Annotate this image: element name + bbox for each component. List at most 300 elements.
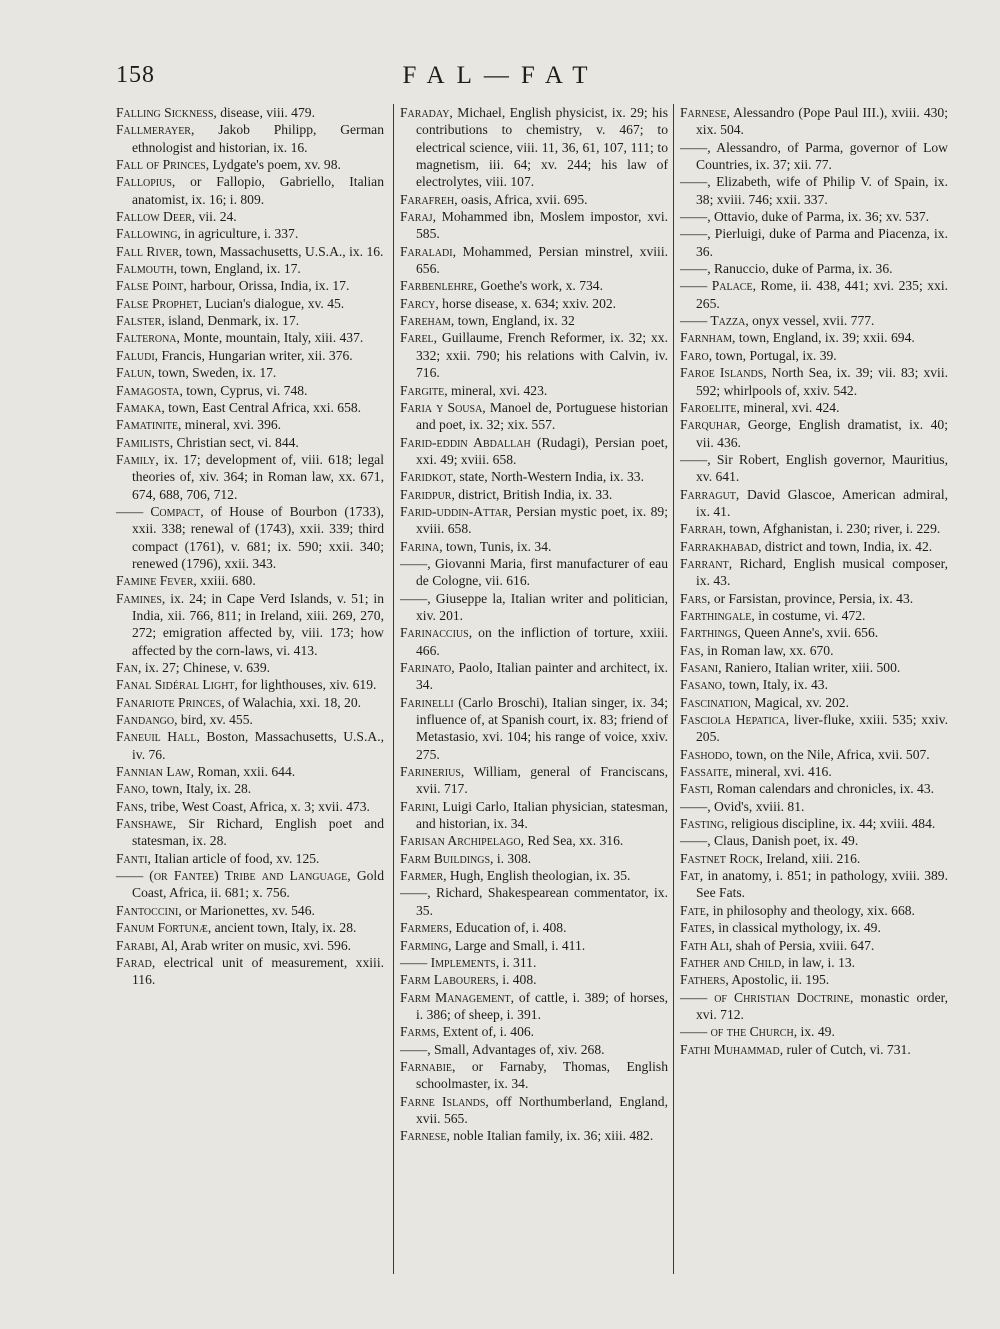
entry-text: , in agriculture, i. 337. [177, 226, 299, 242]
entry-heading: Faridpur [400, 486, 452, 502]
entry-heading: Fas [680, 642, 701, 658]
entry-heading: Fargite [400, 382, 445, 398]
entry-heading: Farne Islands [400, 1093, 486, 1109]
index-entry [116, 694, 384, 711]
entry-heading: —— of the Church [680, 1024, 794, 1040]
index-entry [400, 763, 668, 798]
entry-text: , town, Italy, ix. 43. [722, 677, 828, 693]
index-entry [116, 121, 384, 156]
index-entry [400, 1093, 668, 1128]
entry-heading: Fate [680, 902, 706, 918]
entry-heading: —— [400, 590, 428, 606]
entry-text: , Raniero, Italian writer, xiii. 500. [718, 660, 901, 675]
entry-text: , town, Tunis, ix. 34. [439, 538, 552, 554]
entry-heading: Fallow Deer [116, 209, 192, 225]
index-entry [680, 642, 948, 659]
entry-heading: Farid-uddin-Attar [400, 503, 509, 519]
entry-text: , town, Afghanistan, i. 230; river, i. 229. [722, 521, 941, 537]
entry-text: , in philosophy and theology, xix. 668. [705, 902, 915, 918]
entry-text: , Pierluigi, duke of Parma and Piacenza, ix. 36. [696, 226, 948, 259]
entry-heading: Famatinite [116, 417, 178, 433]
entry-heading: Fastnet Rock [680, 850, 760, 866]
entry-text: , mineral, xvi. 424. [736, 399, 840, 415]
entry-heading: —— Tazza [680, 313, 746, 329]
entry-text: , district and town, India, ix. 42. [758, 538, 933, 554]
index-entry [400, 191, 668, 208]
entry-text: , town, England, ix. 32 [450, 313, 575, 329]
index-entry [400, 277, 668, 294]
index-entry [116, 104, 384, 121]
entry-heading: Farragut [680, 486, 736, 502]
index-entry [116, 572, 384, 589]
entry-heading: Farnese [680, 105, 727, 120]
entry-heading: —— [680, 798, 708, 814]
entry-heading: Farnham [680, 330, 733, 346]
entry-text: , Gold Coast, Africa, ii. 681; x. 756. [132, 868, 384, 901]
entry-heading: —— [680, 174, 708, 190]
entry-heading: Fanshawe [116, 816, 173, 832]
index-entry [680, 590, 948, 607]
entry-text: , religious discipline, ix. 44; xviii. 484. [724, 816, 936, 832]
index-entry [400, 434, 668, 469]
index-entry [400, 538, 668, 555]
index-entry [116, 277, 384, 294]
entry-text: , harbour, Orissa, India, ix. 17. [183, 278, 350, 294]
entry-text: , Sir Robert, English governor, Mauritius, xv. 641. [696, 451, 948, 485]
entry-heading: Fars [680, 590, 708, 606]
entry-heading: Fareham [400, 313, 451, 329]
entry-heading: Falster [116, 313, 162, 329]
index-entry [116, 676, 384, 693]
entry-text: , Alessandro (Pope Paul III.), xviii. 430; xix. 504. [696, 105, 948, 138]
index-entry [116, 225, 384, 242]
entry-heading: Farini [400, 798, 436, 814]
entry-text: , i. 408. [495, 972, 537, 988]
entry-heading: Farrah [680, 521, 723, 537]
index-column-1 [116, 104, 384, 989]
index-entry [400, 295, 668, 312]
entry-text: , town, England, ix. 17. [173, 261, 301, 277]
entry-heading: Fathers [680, 972, 726, 988]
entry-text: , Roman calendars and chronicles, ix. 43. [709, 781, 935, 797]
entry-heading: Faria y Sousa [400, 399, 483, 415]
entry-text: , vii. 24. [191, 209, 237, 225]
entry-text: , Ireland, xiii. 216. [759, 850, 861, 866]
entry-heading: Farthings [680, 625, 738, 641]
entry-text: , Guillaume, French Reformer, ix. 32; xx. 332; xxii. 790; his relations with Calvin, iv. 716. [416, 330, 668, 381]
entry-text: , Richard, English musical composer, ix. 43. [696, 555, 948, 589]
index-entry [680, 954, 948, 971]
entry-heading: Famagosta [116, 382, 180, 398]
index-entry [116, 867, 384, 902]
entry-heading: Farquhar [680, 417, 738, 433]
index-entry [400, 1058, 668, 1093]
index-entry [680, 815, 948, 832]
entry-text: , town, Sweden, ix. 17. [151, 365, 277, 381]
entry-heading: Fallopius [116, 174, 172, 190]
entry-heading: Farina [400, 538, 440, 554]
entry-text: , in anatomy, i. 851; in pathology, xviii. 389. See Fats. [696, 868, 948, 901]
entry-heading: Fascination [680, 694, 748, 710]
entry-text: , Italian article of food, xv. 125. [147, 850, 320, 866]
entry-text: , of Walachia, xxi. 18, 20. [221, 694, 362, 710]
entry-text: , Giovanni Maria, first manufacturer of eau de Cologne, vii. 616. [416, 555, 668, 589]
entry-text: , Sir Richard, English poet and statesman, ix. 28. [132, 816, 384, 849]
entry-heading: Fasti [680, 781, 710, 797]
entry-text: , Large and Small, i. 411. [448, 937, 586, 953]
entry-text: , in classical mythology, ix. 49. [711, 920, 881, 936]
index-entry [116, 156, 384, 173]
entry-text: , Monte, mountain, Italy, xiii. 437. [176, 330, 364, 346]
entry-text: , town, Italy, ix. 28. [145, 781, 252, 797]
index-entry [116, 919, 384, 936]
entry-heading: —— Implements [400, 954, 496, 970]
entry-text: , in Roman law, xx. 670. [700, 642, 834, 658]
entry-heading: Farel [400, 330, 434, 346]
entry-text: , ix. 17; development of, viii. 618; legal theories of, xiv. 364; in Roman law, xx. 671, 674, 688, 706, 712. [132, 451, 384, 502]
index-entry [116, 815, 384, 850]
entry-text: , of House of Bourbon (1733), xxii. 338; renewal of (1743), xxii. 339; third compact (1761), v. 681; ix. 590; xxii. 340; renewed (1796), xxii. 343. [132, 503, 384, 571]
entry-heading: Farbenlehre [400, 278, 474, 294]
entry-heading: Familists [116, 434, 170, 450]
index-entry [116, 850, 384, 867]
index-entry [116, 451, 384, 503]
entry-heading: Farm Buildings [400, 850, 491, 866]
index-entry [116, 312, 384, 329]
index-entry [400, 1127, 668, 1144]
entry-heading: Fasani [680, 660, 719, 675]
index-entry [680, 312, 948, 329]
entry-heading: —— [680, 833, 708, 849]
index-entry [680, 971, 948, 988]
entry-heading: Famaka [116, 399, 162, 415]
index-entry [116, 954, 384, 989]
entry-heading: Family [116, 451, 156, 467]
entry-heading: Faraj [400, 209, 433, 225]
index-entry [116, 434, 384, 451]
index-entry [680, 937, 948, 954]
entry-text: , George, English dramatist, ix. 40; vii. 436. [696, 417, 948, 450]
entry-heading: Fathi Muhammad [680, 1041, 780, 1057]
entry-text: , disease, viii. 479. [213, 105, 315, 120]
index-entry [400, 399, 668, 434]
entry-text: , or Farnaby, Thomas, English schoolmaster, ix. 34. [416, 1058, 668, 1092]
entry-text: , electrical unit of measurement, xxiii. 116. [132, 954, 384, 988]
entry-text: , Al, Arab writer on music, xvi. 596. [154, 937, 352, 953]
entry-text: , or Fallopio, Gabriello, Italian anatomist, ix. 16; i. 809. [132, 174, 384, 207]
entry-heading: Faridkot [400, 469, 453, 485]
entry-text: , Christian sect, vi. 844. [169, 434, 299, 450]
index-entry [116, 798, 384, 815]
index-entry [116, 399, 384, 416]
index-entry [116, 347, 384, 364]
index-entry [680, 347, 948, 364]
entry-heading: Fan [116, 660, 139, 675]
entry-text: , i. 308. [490, 850, 532, 866]
index-entry [400, 243, 668, 278]
index-entry [680, 364, 948, 399]
index-entry [400, 486, 668, 503]
index-entry [680, 486, 948, 521]
index-entry [116, 243, 384, 260]
index-entry [400, 382, 668, 399]
index-entry [400, 694, 668, 763]
entry-text: , Manoel de, Portuguese historian and poet, ix. 32; xix. 557. [416, 399, 668, 433]
entry-text: , horse disease, x. 634; xxiv. 202. [435, 295, 617, 311]
entry-text: , mineral, xvi. 396. [178, 417, 282, 433]
entry-heading: Fano [116, 781, 146, 797]
entry-heading: Farmers [400, 920, 449, 936]
index-entry [400, 555, 668, 590]
index-column-2 [400, 104, 668, 1145]
entry-heading: —— [680, 261, 708, 277]
entry-text: , oasis, Africa, xvii. 695. [454, 191, 588, 207]
index-entry [680, 659, 948, 676]
entry-heading: Farinerius [400, 764, 461, 780]
entry-text: , in costume, vi. 472. [751, 607, 866, 623]
index-entry [400, 850, 668, 867]
entry-text: , or Farsistan, province, Persia, ix. 43. [707, 590, 914, 606]
entry-heading: Farinaccius [400, 625, 469, 641]
entry-text: , Jakob Philipp, German ethnologist and historian, ix. 16. [132, 122, 384, 155]
index-entry [116, 590, 384, 659]
entry-heading: Father and Child [680, 954, 782, 970]
entry-text: , Michael, English physicist, ix. 29; his contributions to chemistry, v. 467; to electrical science, viii. 11, 36, 61, 107, 111; to magnetism, iii. 64; xv. 244; his law of electrolytes, viii. 107. [416, 105, 668, 190]
entry-text: , town, England, ix. 39; xxii. 694. [732, 330, 915, 346]
index-entry [116, 364, 384, 381]
entry-text: , Education of, i. 408. [448, 920, 567, 936]
entry-text: , xxiii. 680. [193, 573, 256, 589]
entry-text: , state, North-Western India, ix. 33. [452, 469, 644, 485]
entry-heading: Falling Sickness [116, 105, 214, 120]
index-entry [116, 902, 384, 919]
index-entry [680, 989, 948, 1024]
entry-heading: Faroe Islands [680, 365, 764, 381]
entry-heading: False Point [116, 278, 184, 294]
entry-heading: Faro [680, 347, 709, 363]
entry-text: , ancient town, Italy, ix. 28. [207, 920, 357, 936]
entry-text: , of cattle, i. 389; of horses, i. 386; of sheep, i. 391. [416, 989, 669, 1022]
entry-heading: Fallmerayer [116, 122, 191, 138]
index-entry [680, 867, 948, 902]
index-entry [680, 919, 948, 936]
entry-text: , Queen Anne's, xvii. 656. [737, 625, 879, 641]
entry-heading: Fasting [680, 816, 725, 832]
entry-text: , Elizabeth, wife of Philip V. of Spain, ix. 38; xviii. 746; xxii. 337. [696, 174, 948, 207]
entry-heading: Farmer [400, 868, 444, 884]
entry-heading: Farisan Archipelago [400, 833, 521, 849]
entry-text: , Francis, Hungarian writer, xii. 376. [154, 347, 353, 363]
entry-heading: —— [680, 226, 708, 242]
entry-heading: Faroelite [680, 399, 737, 415]
index-entry [680, 624, 948, 641]
entry-heading: Farnabie [400, 1058, 453, 1074]
entry-heading: Fanal Sidéral Light [116, 677, 235, 693]
entry-heading: —— Palace [680, 278, 753, 294]
entry-text: , ix. 27; Chinese, v. 639. [138, 660, 271, 675]
entry-heading: —— of Christian Doctrine [680, 989, 850, 1005]
entry-heading: Fanti [116, 850, 148, 866]
entry-heading: Fat [680, 868, 700, 884]
entry-text: , or Marionettes, xv. 546. [178, 902, 315, 918]
index-entry [116, 503, 384, 572]
index-entry [680, 902, 948, 919]
entry-text: , Extent of, i. 406. [435, 1024, 535, 1040]
entry-text: , town, Portugal, ix. 39. [708, 347, 837, 363]
index-entry [680, 711, 948, 746]
index-entry [400, 971, 668, 988]
index-entry [116, 659, 384, 676]
entry-heading: Fanariote Princes [116, 694, 222, 710]
entry-text: , town, East Central Africa, xxi. 658. [161, 399, 362, 415]
entry-heading: —— Compact [116, 503, 201, 519]
entry-text: , ix. 49. [793, 1024, 835, 1040]
index-entry [116, 173, 384, 208]
index-entry [680, 607, 948, 624]
entry-heading: —— [680, 451, 708, 467]
entry-text: , Roman, xxii. 644. [190, 764, 296, 780]
entry-heading: Fates [680, 920, 712, 936]
index-entry [400, 312, 668, 329]
entry-text: , Red Sea, xx. 316. [520, 833, 624, 849]
entry-heading: Farad [116, 954, 152, 970]
entry-text: , William, general of Franciscans, xvii. 717. [416, 764, 668, 797]
entry-text: , off Northumberland, England, xvii. 565. [416, 1093, 668, 1126]
index-entry [400, 468, 668, 485]
index-entry [680, 104, 948, 139]
entry-heading: Fall River [116, 243, 179, 259]
entry-heading: Fasciola Hepatica [680, 712, 786, 728]
entry-text: , Apostolic, ii. 195. [725, 972, 830, 988]
entry-text: (Rudagi), Persian poet, xxi. 49; xviii. 658. [416, 434, 668, 467]
entry-heading: —— [680, 209, 708, 225]
index-entry [680, 225, 948, 260]
entry-heading: Farrakhabad [680, 538, 759, 554]
entry-heading: Fanum Fortunæ [116, 920, 208, 936]
entry-text: , district, British India, ix. 33. [451, 486, 613, 502]
entry-text: , Lucian's dialogue, xv. 45. [198, 295, 345, 311]
index-entry [400, 954, 668, 971]
entry-text: , ruler of Cutch, vi. 731. [779, 1041, 911, 1057]
entry-heading: Famines [116, 590, 162, 606]
entry-text: , onyx vessel, xvii. 777. [745, 313, 875, 329]
entry-text: , David Glascoe, American admiral, ix. 41. [696, 486, 948, 519]
entry-text: , Lydgate's poem, xv. 98. [205, 157, 341, 173]
entry-text: , Ranuccio, duke of Parma, ix. 36. [707, 261, 893, 277]
index-entry [680, 399, 948, 416]
index-entry [116, 295, 384, 312]
index-entry [680, 676, 948, 693]
index-entry [400, 798, 668, 833]
entry-heading: Falterona [116, 330, 177, 346]
index-entry [400, 208, 668, 243]
index-entry [680, 780, 948, 797]
entry-heading: Famine Fever [116, 573, 194, 589]
entry-text: , in law, i. 13. [781, 954, 856, 970]
index-entry [116, 382, 384, 399]
entry-heading: Fasano [680, 677, 723, 693]
index-entry [116, 329, 384, 346]
index-entry [400, 919, 668, 936]
entry-heading: False Prophet [116, 295, 199, 311]
entry-heading: Falun [116, 365, 152, 381]
entry-text: , Claus, Danish poet, ix. 49. [707, 833, 859, 849]
entry-heading: Farcy [400, 295, 436, 311]
index-entry [116, 208, 384, 225]
entry-heading: Farm Management [400, 989, 511, 1005]
index-entry [680, 277, 948, 312]
entry-text: , tribe, West Coast, Africa, x. 3; xvii. 473. [143, 798, 370, 814]
entry-text: , noble Italian family, ix. 36; xiii. 482. [446, 1128, 654, 1144]
entry-heading: Farm Labourers [400, 972, 496, 988]
index-entry [400, 1041, 668, 1058]
entry-text: , Giuseppe la, Italian writer and politician, xiv. 201. [416, 590, 668, 623]
index-entry [116, 260, 384, 277]
entry-text: , shah of Persia, xviii. 647. [728, 937, 875, 953]
index-entry [680, 798, 948, 815]
entry-heading: Fantoccini [116, 902, 179, 918]
index-entry [680, 451, 948, 486]
entry-heading: —— (or Fantee) Tribe and Language [116, 868, 348, 884]
index-entry [680, 694, 948, 711]
entry-text: , Mohammed, Persian minstrel, xviii. 656. [416, 243, 668, 277]
index-entry [680, 260, 948, 277]
entry-heading: Fashodo [680, 746, 730, 762]
entry-text: , Boston, Massachusetts, U.S.A., iv. 76. [132, 729, 384, 762]
entry-heading: Farid-eddin Abdallah [400, 434, 531, 450]
entry-heading: Farinato [400, 660, 452, 675]
index-entry [680, 763, 948, 780]
entry-text: , island, Denmark, ix. 17. [161, 313, 300, 329]
index-entry [400, 937, 668, 954]
index-entry [116, 416, 384, 433]
entry-text: , monastic order, xvi. 712. [696, 989, 949, 1022]
entry-text: , Small, Advantages of, xiv. 268. [427, 1041, 605, 1057]
entry-heading: Faneuil Hall [116, 729, 197, 745]
entry-heading: Farrant [680, 555, 729, 571]
entry-heading: Fassaite [680, 764, 729, 780]
index-entry [680, 555, 948, 590]
index-entry [116, 728, 384, 763]
entry-heading: —— [400, 885, 428, 901]
entry-text: , liver-fluke, xxiii. 535; xxiv. 205. [696, 712, 948, 745]
page-number: 158 [116, 62, 155, 88]
index-entry [680, 538, 948, 555]
index-entry [680, 173, 948, 208]
entry-text: , North Sea, ix. 39; vii. 83; xvii. 592; whirlpools of, xxiv. 542. [696, 365, 949, 398]
entry-heading: Farinelli [400, 694, 454, 710]
entry-text: , for lighthouses, xiv. 619. [234, 677, 377, 693]
entry-text: , town, on the Nile, Africa, xvii. 507. [729, 746, 930, 762]
entry-text: , Rome, ii. 438, 441; xvi. 235; xxi. 265. [696, 278, 949, 311]
column-divider [393, 104, 394, 1274]
index-entry [680, 208, 948, 225]
index-entry [400, 590, 668, 625]
index-column-3 [680, 104, 948, 1058]
index-entry [116, 711, 384, 728]
entry-text: , Magical, xv. 202. [747, 694, 849, 710]
entry-heading: Fath Ali [680, 937, 729, 953]
entry-heading: —— [400, 1041, 428, 1057]
entry-heading: —— [400, 555, 428, 571]
entry-heading: Fall of Princes [116, 157, 206, 173]
index-entry [680, 1023, 948, 1040]
entry-text: , ix. 24; in Cape Verd Islands, v. 51; in India, xii. 766, 811; in Ireland, xiii. 269, 270, 272; emigration affected by, viii. 173; how affected by the corn-laws, vi. 413. [132, 590, 384, 658]
index-entry [680, 850, 948, 867]
entry-text: , Persian mystic poet, ix. 89; xviii. 658. [416, 503, 668, 537]
entry-heading: Fallowing [116, 226, 178, 242]
entry-heading: Farms [400, 1024, 436, 1040]
